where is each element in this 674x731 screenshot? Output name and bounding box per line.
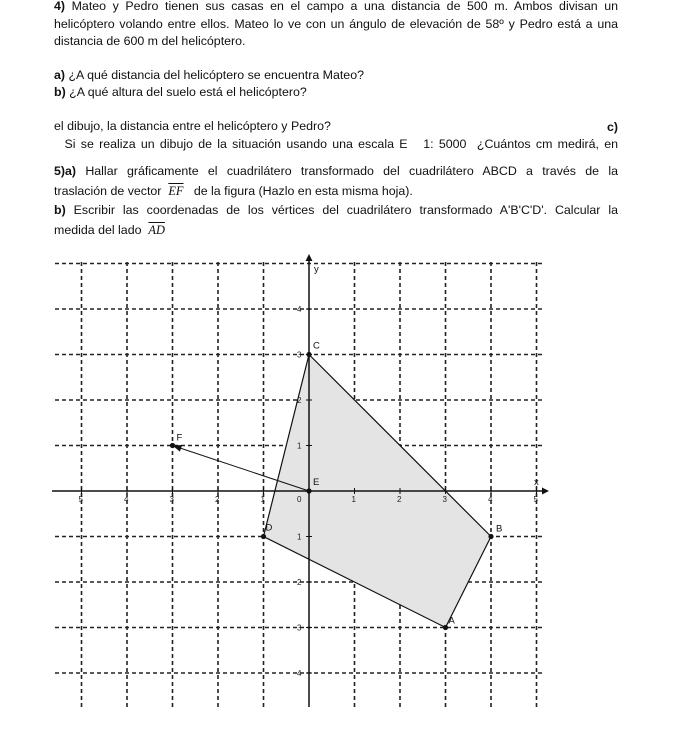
x-tick-label-0: 5	[78, 495, 83, 504]
vector-ef-notation: $\overline{EF}$	[168, 184, 184, 198]
x-tick-label-6: 2	[397, 495, 402, 504]
point-label-f: F	[176, 432, 183, 444]
x-tick-label-5: 1	[351, 495, 356, 504]
point-label-d: D	[265, 522, 273, 534]
x-tick-label-4: 1	[260, 495, 265, 504]
point-c	[306, 352, 311, 357]
problem5-a-text-line1: Hallar gráficamente el cuadrilátero transformado del cuadrilátero ABCD a través de la	[85, 164, 618, 178]
point-f	[170, 443, 175, 448]
y-tick-label-2: 2	[297, 396, 302, 405]
x-tick-label-1: 4	[124, 495, 129, 504]
problem5-a-text-line2-pre: traslación de vector	[54, 184, 162, 198]
problem4-c-text-line1: Si se realiza un dibujo de la situación usando una escala E 1: 5000 ¿Cuántos cm medirá, en	[64, 137, 618, 151]
x-tick-label-9: 5	[533, 495, 538, 504]
x-axis-label: x	[534, 477, 539, 488]
problem5-b-text-line1: Escribir las coordenadas de los vértices del cuadrilátero transformado A'B'C'D'. Calcular la	[73, 203, 618, 217]
problem4-c-label: c)	[606, 119, 618, 134]
problem5-number: 5)a)	[54, 164, 77, 178]
x-tick-label-8: 4	[488, 495, 493, 504]
y-axis-label: y	[314, 264, 319, 275]
problem4-text-line1: Mateo y Pedro tienen sus casas en el campo a una distancia de 500 m. Ambos divisan un	[71, 0, 618, 13]
problem4-text-line3: distancia de 600 m del helicóptero.	[54, 34, 246, 48]
origin-label: 0	[297, 495, 302, 504]
problem4-a-text: ¿A qué distancia del helicóptero se encuentra Mateo?	[68, 68, 364, 82]
problem4-number: 4)	[54, 0, 66, 13]
problem4-b-text: ¿A qué altura del suelo está el helicóptero?	[69, 85, 307, 99]
x-tick-label-2: 3	[169, 495, 174, 504]
point-label-a: A	[448, 615, 455, 627]
problem5-b-text-line2-pre: medida del lado	[54, 223, 142, 237]
point-label-b: B	[496, 523, 503, 535]
problem4-a-label: a)	[54, 68, 66, 82]
y-tick-label-3: 1	[297, 441, 302, 451]
problem4-text-line2: helicóptero volando entre ellos. Mateo lo ve con un ángulo de elevación de 58º y Pedro está a una	[54, 16, 618, 31]
problem4-b-label: b)	[54, 85, 66, 99]
y-tick-label-0: 4	[297, 305, 302, 314]
y-tick-label-1: 3	[297, 350, 302, 360]
x-axis-arrowhead	[542, 488, 549, 495]
point-a	[443, 625, 448, 630]
problem5-a-text-line2-post: de la figura (Hazlo en esta misma hoja).	[193, 184, 413, 198]
problem5-b-label: b)	[54, 203, 66, 217]
problem4-c-text-line2: el dibujo, la distancia entre el helicóptero y Pedro?	[54, 119, 331, 133]
point-d	[261, 534, 266, 539]
y-axis-arrowhead	[306, 254, 313, 261]
x-tick-label-7: 3	[442, 495, 447, 504]
point-e	[306, 488, 311, 493]
point-b	[488, 534, 493, 539]
y-tick-label-4: 1	[297, 532, 302, 542]
segment-ad-notation: $\overline{AD}$	[148, 223, 165, 237]
x-tick-label-3: 2	[215, 495, 220, 504]
y-tick-label-5: 2	[297, 578, 302, 587]
point-label-e: E	[313, 477, 320, 488]
y-tick-label-6: 3	[297, 623, 302, 633]
point-label-c: C	[313, 340, 320, 352]
y-tick-label-7: 4	[297, 669, 302, 678]
